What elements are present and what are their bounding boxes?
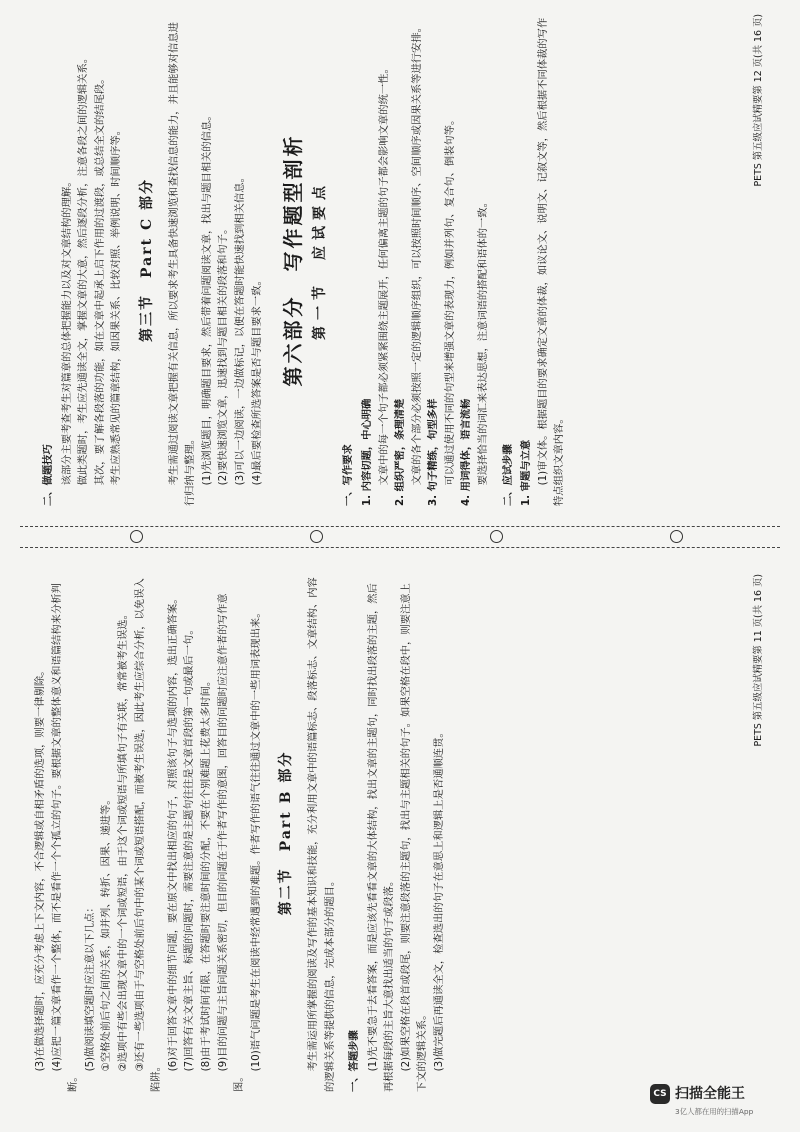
part-b-intro: 考生需运用所掌握的阅读及写作的基本知识和技能，充分利用文章中的语篇标志、段落标志、文章结构、内容的逻辑关系等提供的信息，完成本部分的题目。 <box>306 577 336 1092</box>
scanner-watermark <box>650 1082 790 1122</box>
writing-item-title: 4. 用词得体，语言流畅 <box>460 398 473 506</box>
part-c-para: (2)要快速浏览文章，迅速找到与题目相关的段落和句子。 <box>217 223 230 486</box>
part-c-para: 考生需通过阅读文章把握有关信息，所以要求考生具备快速浏览和查找信息的能力，并且能够对信息进行归纳与整理。 <box>167 22 197 506</box>
binding-hole <box>670 530 683 543</box>
right-page <box>32 14 768 506</box>
part-c-para: (1)先浏览题目，明确题目要求，然后带着问题阅读文章，找出与题目相关的信息。 <box>200 110 213 486</box>
left-para: ③还有一些选项由于与空格处前后句中的某个词或短语搭配，而被考生误选，因此考生应综合分析，以免误入陷阱。 <box>133 578 163 1092</box>
technique-para: 考生应熟悉常见的篇章结构，如因果关系、比较对照、举例说明、时间顺序等。 <box>110 125 123 486</box>
left-para: (10)语气问题是考生在阅读中经常遇到的难题。作者写作的语气往往通过文章中的一些用词表现出来。 <box>249 607 262 1072</box>
left-para: (4)应把一篇文章看作一个整体，而不是看作一个个孤立的句子。要根据文章的整体意义和语篇结构来分析判断。 <box>50 583 80 1092</box>
left-para: ①空格处前后句之间的关系，如并列、转折、因果、递进等。 <box>100 794 113 1072</box>
binding-hole <box>310 530 323 543</box>
writing-item-text: 文章中的每一个句子都必须紧紧围绕主题展开，任何偏离主题的句子都会影响文章的统一性。 <box>377 63 390 486</box>
technique-para: 其次，要了解各段落的功能，如在文章中起承上启下作用的过渡段，或总结全文的结尾段。 <box>93 73 106 486</box>
left-para: (8)由于考试时间有限，在答题时要注意时间的分配，不要在个别难题上花费太多时间。 <box>199 675 212 1072</box>
binding-gutter <box>20 526 780 548</box>
techniques-heading: 二、做题技巧 <box>42 444 54 506</box>
writing-item-title: 1. 内容切题，中心明确 <box>360 398 373 506</box>
left-para: (9)目的问题与主旨问题关系密切，但目的问题在于作者写作的意图，回答目的问题时应注意作者的写作意图。 <box>216 593 246 1092</box>
writing-item-title: 2. 组织严密，条理清楚 <box>394 398 407 506</box>
binding-hole <box>490 530 503 543</box>
page-footer: PETS 第五级应试精要第 11 页(共 16 页) <box>753 574 765 747</box>
left-para: (7)回答有关文章主旨、标题的问题时，需要注意的是主题句往往是文章首段的第一句或最后一句。 <box>183 624 196 1072</box>
camscanner-logo-icon: CS <box>650 1084 670 1104</box>
exam-steps-heading: 二、应试步骤 <box>501 444 514 506</box>
left-para: (6)对于回答文章中的细节问题，要在原文中找出相应的句子，对照该句子与选项的内容，选出正确答案。 <box>166 593 179 1072</box>
binding-hole <box>130 530 143 543</box>
left-page <box>32 574 768 1092</box>
watermark-title: 扫描全能王 <box>675 1086 745 1102</box>
part-c-para: (4)最后要检查所选答案是否与题目要求一致。 <box>250 275 263 486</box>
writing-req-heading: 一、写作要求 <box>342 444 355 506</box>
step-para: (3)做完题后再通读全文，检查选出的句子在意思上和逻辑上是否通顺连贯。 <box>433 727 446 1072</box>
section-title-part-c: 第三节 Part C 部分 <box>138 178 155 342</box>
left-para: (3)在做选择题时，应充分考虑上下文内容，不合逻辑或自相矛盾的选项，则要一律剔除。 <box>34 665 46 1072</box>
left-para: ②选项中有些会出现文章中的一个词或短语，由于这个词或短语与所填句子有关联，常常被考生误选。 <box>116 609 129 1072</box>
left-para: (5)做阅读填空题时应注意以下几点： <box>83 902 96 1072</box>
part-six-title: 第六部分 写作题型剖析 <box>281 133 306 387</box>
writing-item-title: 3. 句子精练，句型多样 <box>427 398 440 506</box>
steps-heading: 一、答题步骤 <box>348 1030 361 1092</box>
section-title-part-b: 第二节 Part B 部分 <box>278 750 295 916</box>
technique-para: 做此类题时，考生应先通读全文，掌握文章的大意，然后逐段分析，注意各段之间的逻辑关系。 <box>77 52 90 486</box>
step-para: (2)如果空格在段首或段尾，则要注意段落的主题句，找出与主题相关的句子。如果空格在段中，则要注意上下文的逻辑关系。 <box>399 583 429 1092</box>
exam-step-title: 1. 审题与立意 <box>520 439 533 506</box>
watermark-subtitle: 3亿人都在用的扫描App <box>675 1107 754 1116</box>
writing-item-text: 文章的各个部分必须按照一定的逻辑顺序组织，可以按照时间顺序、空间顺序或因果关系等进行安排。 <box>410 22 423 486</box>
writing-item-text: 可以通过使用不同的句型来增强文章的表现力，例如并列句、复合句、倒装句等。 <box>443 114 456 486</box>
page-footer: PETS 第五级应试精要第 12 页(共 16 页) <box>753 14 765 187</box>
technique-para: 该部分主要考查考生对篇章的总体把握能力以及对文章结构的理解。 <box>60 176 73 486</box>
exam-step-text: (1)审文体。根据题目的要求确定文章的体裁，如议论文、说明文、记叙文等，然后根据不同体裁的写作特点组织文章内容。 <box>536 17 566 506</box>
writing-item-text: 要选择恰当的词汇来表达思想，注意词语的搭配和语体的一致。 <box>477 197 490 486</box>
part-c-para: (3)可以一边阅读，一边做标记，以便在答题时能快速找到相关信息。 <box>233 172 246 486</box>
step-para: (1)先不要急于去看答案，而是应该先看看文章的大体结构，找出文章的主题句，同时找出段落的主题，然后再根据每段的主旨大意找出适当的句子或段落。 <box>366 583 396 1092</box>
section-one-title: 第一节 应试要点 <box>311 180 328 340</box>
